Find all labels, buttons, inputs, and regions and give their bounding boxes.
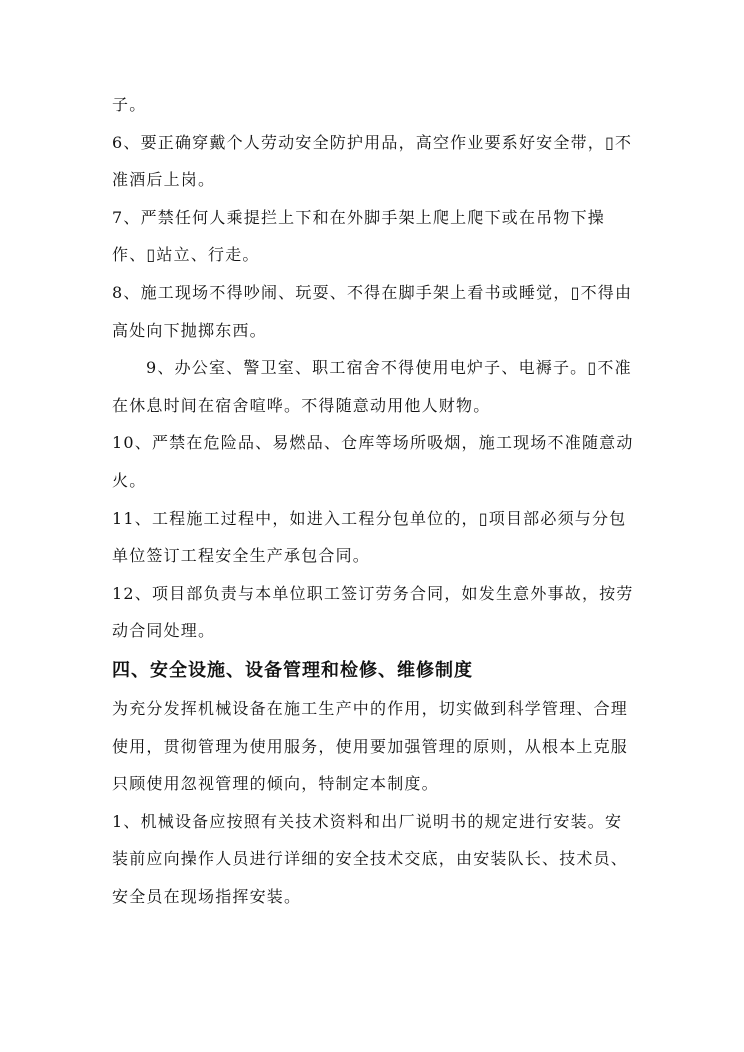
section-intro-paragraph: 为充分发挥机械设备在施工生产中的作用，切实做到科学管理、合理使用，贯彻管理为使用服务，使用要加强管理的原则，从根本上克服只顾使用忽视管理的倾向，特制定本制度。: [112, 698, 629, 794]
paragraph-rule-11: 11、工程施工过程中，如进入工程分包单位的，▯项目部必须与分包单位签订工程安全生产承包合同。: [112, 508, 627, 566]
paragraph-continuation: 子。: [112, 95, 147, 114]
paragraph-rule-9: 9、办公室、警卫室、职工宿舍不得使用电炉子、电褥子。▯不准在休息时间在宿舍喧哗。不得随意动用他人财物。: [112, 358, 632, 415]
paragraph-rule-7: 7、严禁任何人乘提拦上下和在外脚手架上爬上爬下或在吊物下操作、▯站立、行走。: [112, 207, 605, 265]
paragraph-rule-12: 12、项目部负责与本单位职工签订劳务合同，如发生意外事故，按劳动合同处理。: [112, 583, 634, 641]
document-body: [112, 86, 636, 915]
paragraph-rule-8: 8、施工现场不得吵闹、玩耍、不得在脚手架上看书或睡觉，▯不得由高处向下抛掷东西。: [112, 282, 633, 340]
paragraph-rule-6: 6、要正确穿戴个人劳动安全防护用品，高空作业要系好安全带，▯不准酒后上岗。: [112, 132, 633, 190]
section-rule-1: 1、机械设备应按照有关技术资料和出厂说明书的规定进行安装。安装前应向操作人员进行详细的安全技术交底，由安装队长、技术员、安全员在现场指挥安装。: [112, 811, 629, 906]
section-heading: 四、安全设施、设备管理和检修、维修制度: [112, 659, 473, 681]
paragraph-rule-10: 10、严禁在危险品、易燃品、仓库等场所吸烟，施工现场不准随意动火。: [112, 433, 634, 490]
